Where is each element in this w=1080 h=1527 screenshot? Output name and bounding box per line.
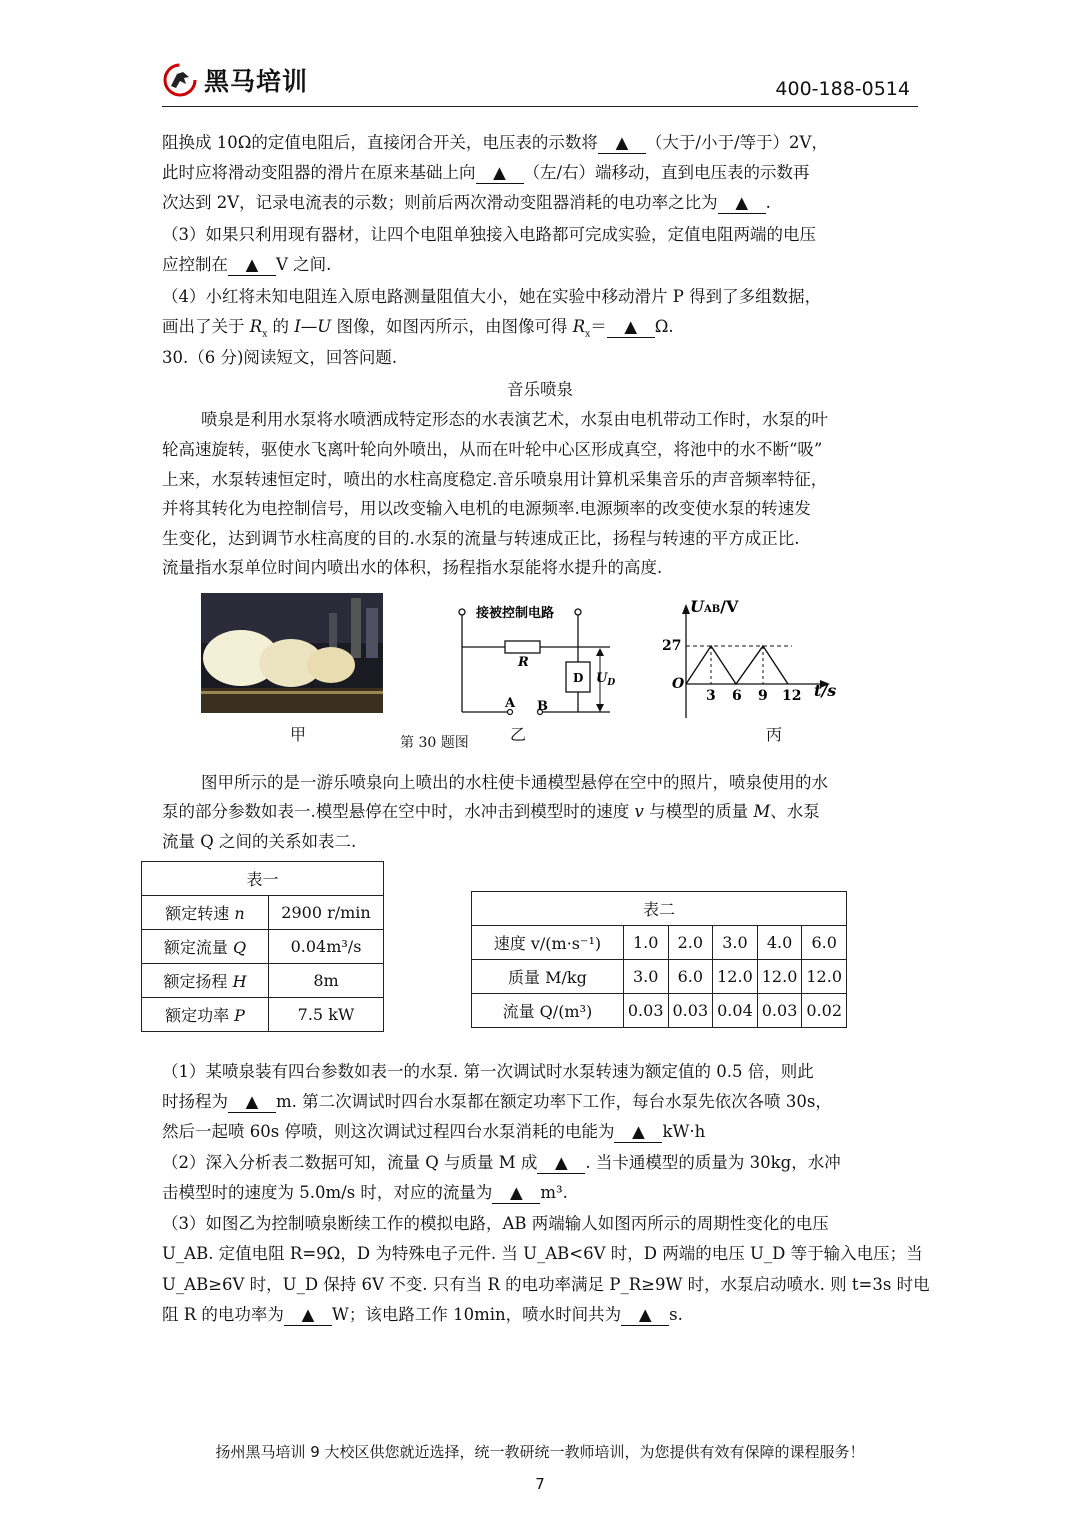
text-line: 泵的部分参数如表一.模型悬停在空中时，水冲击到模型时的速度 v 与模型的质量 M、水泵 (162, 802, 820, 821)
circuit-label-top: 接被控制电路 (476, 606, 555, 621)
graph-ylabel-unit: /V (720, 597, 739, 616)
circuit-diagram (450, 600, 640, 725)
graph-x-tick-3: 3 (706, 688, 716, 704)
text-line: （2）深入分析表二数据可知，流量 Q 与质量 M 成 ▲ . 当卡通模型的质量为 30kg，水冲 (162, 1153, 841, 1172)
text-line: 上来，水泵转速恒定时，喷出的水柱高度稳定.音乐喷泉用计算机采集音乐的声音频率特征， (162, 470, 828, 489)
text-line: 喷泉是利用水泵将水喷洒成特定形态的水表演艺术，水泵由电机带动工作时，水泵的叶 (201, 410, 828, 429)
caption-jia: 甲 (290, 725, 307, 744)
graph-ylabel-sub: AB (703, 604, 721, 615)
graph-x-tick-6: 6 (732, 688, 742, 704)
brand-logo (162, 62, 312, 98)
answer-blank: ▲ (718, 193, 766, 214)
phone-number: 400-188-0514 (775, 78, 910, 100)
svg-text:UD (596, 671, 615, 688)
brand-name: 黑马培训 (204, 67, 309, 96)
text-line: 此时应将滑动变阻器的滑片在原来基础上向 ▲ （左/右）端移动，直到电压表的示数再 (162, 163, 810, 182)
answer-blank: ▲ (621, 1305, 669, 1326)
answer-blank: ▲ (476, 163, 524, 184)
graph-y-tick-27: 27 (662, 638, 682, 654)
graph-ylabel: U (690, 597, 704, 616)
table-1 (141, 861, 384, 1032)
table-row: 额定流量 Q 0.04m³/s (142, 930, 384, 964)
fountain-photo (201, 593, 383, 713)
element-d-label: D (573, 671, 584, 685)
text-line: （3）如果只利用现有器材，让四个电阻单独接入电路都可完成实验，定值电阻两端的电压 (162, 225, 816, 244)
answer-blank: ▲ (492, 1183, 540, 1204)
caption-bing: 丙 (766, 725, 783, 744)
article-title: 音乐喷泉 (507, 380, 573, 399)
table-row: 质量 M/kg 3.0 6.0 12.0 12.0 12.0 (472, 960, 847, 994)
caption-yi: 乙 (510, 725, 527, 744)
text-line: 然后一起喷 60s 停喷，则这次调试过程四台水泵消耗的电能为 ▲ kW·h (162, 1122, 706, 1141)
page-number: 7 (535, 1475, 545, 1493)
text-line: 流量 Q 之间的关系如表二. (162, 832, 357, 851)
terminal-a-label: A (505, 696, 516, 711)
text-line: 流量指水泵单位时间内喷出水的体积，扬程指水泵能将水提升的高度. (162, 558, 663, 577)
answer-blank: ▲ (598, 133, 646, 154)
ud-label-sub: D (607, 678, 616, 688)
table-2-title: 表二 (472, 892, 847, 926)
table-row: 额定扬程 H 8m (142, 964, 384, 998)
text-line: 生变化，达到调节水柱高度的目的.水泵的流量与转速成正比，扬程与转速的平方成正比. (162, 529, 800, 548)
text-line: 击模型时的速度为 5.0m/s 时，对应的流量为 ▲ m³. (162, 1183, 568, 1202)
answer-blank: ▲ (607, 317, 655, 338)
graph-xlabel: t/s (814, 681, 837, 700)
footer-slogan: 扬州黑马培训 9 大校区供您就近选择，统一教研统一教师培训，为您提供有效有保障的课程服务！ (215, 1443, 865, 1461)
text-line: U_AB. 定值电阻 R=9Ω，D 为特殊电子元件. 当 U_AB<6V 时，D 两端的电压 U_D 等于输入电压；当 (162, 1244, 923, 1263)
answer-blank: ▲ (614, 1122, 662, 1143)
text-line: 阻换成 10Ω的定值电阻后，直接闭合开关，电压表的示数将 ▲ （大于/小于/等于）2V， (162, 133, 828, 152)
answer-blank: ▲ (537, 1153, 585, 1174)
table-row: 额定功率 P 7.5 kW (142, 998, 384, 1032)
voltage-waveform (686, 646, 788, 684)
text-line: 画出了关于 $R_x$ 的 I—U 图像，如图丙所示，由图像可得 $R_x=$ ▲ Ω. (162, 317, 674, 340)
table-1-title: 表一 (142, 862, 384, 896)
text-line: （1）某喷泉装有四台参数如表一的水泵. 第一次调试时水泵转速为额定值的 0.5 倍，则此 (162, 1062, 814, 1081)
voltage-time-graph (658, 592, 848, 722)
text-line: 轮高速旋转，驱使水飞离叶轮向外喷出，从而在叶轮中心区形成真空，将池中的水不断“吸” (162, 440, 823, 459)
text-line: 应控制在 ▲ V 之间. (162, 255, 332, 274)
text-line: U_AB≥6V 时，U_D 保持 6V 不变. 只有当 R 的电功率满足 P_R≥9W 时，水泵启动喷水. 则 t=3s 时电 (162, 1275, 930, 1294)
graph-x-tick-12: 12 (782, 688, 802, 704)
svg-text:UAB/V (690, 597, 739, 616)
answer-blank: ▲ (284, 1305, 332, 1326)
text-line: （3）如图乙为控制喷泉断续工作的模拟电路，AB 两端输人如图丙所示的周期性变化的电压 (162, 1214, 829, 1233)
text-line: （4）小红将未知电阻连入原电路测量阻值大小，她在实验中移动滑片 P 得到了多组数据， (162, 287, 822, 306)
table-row: 流量 Q/(m³) 0.03 0.03 0.04 0.03 0.02 (472, 994, 847, 1028)
text-line: 时扬程为 ▲ m. 第二次调试时四台水泵都在额定功率下工作，每台水泵先依次各喷 30s， (162, 1092, 832, 1111)
header-divider (162, 106, 918, 107)
horse-logo-icon (162, 62, 198, 98)
table-row: 速度 v/(m·s⁻¹) 1.0 2.0 3.0 4.0 6.0 (472, 926, 847, 960)
question-30-heading: 30.（6 分)阅读短文，回答问题. (162, 348, 398, 367)
resistor-symbol (505, 641, 540, 653)
graph-x-tick-9: 9 (758, 688, 768, 704)
text-line: 图甲所示的是一游乐喷泉向上喷出的水柱使卡通模型悬停在空中的照片，喷泉使用的水 (201, 773, 828, 792)
ud-label: U (596, 671, 608, 686)
caption-main: 第 30 题图 (400, 735, 469, 751)
graph-origin: O (672, 676, 685, 692)
text-line: 阻 R 的电功率为 ▲ W；该电路工作 10min，喷水时间共为 ▲ s. (162, 1305, 683, 1324)
table-2 (471, 891, 847, 1028)
text-line: 次达到 2V，记录电流表的示数；则前后两次滑动变阻器消耗的电功率之比为 ▲ . (162, 193, 771, 212)
answer-blank: ▲ (228, 255, 276, 276)
terminal-b-label: B (537, 699, 548, 714)
answer-blank: ▲ (228, 1092, 276, 1113)
resistor-label: R (518, 655, 529, 670)
text-line: 并将其转化为电控制信号，用以改变输入电机的电源频率.电源频率的改变使水泵的转速发 (162, 499, 811, 518)
table-row: 额定转速 n 2900 r/min (142, 896, 384, 930)
